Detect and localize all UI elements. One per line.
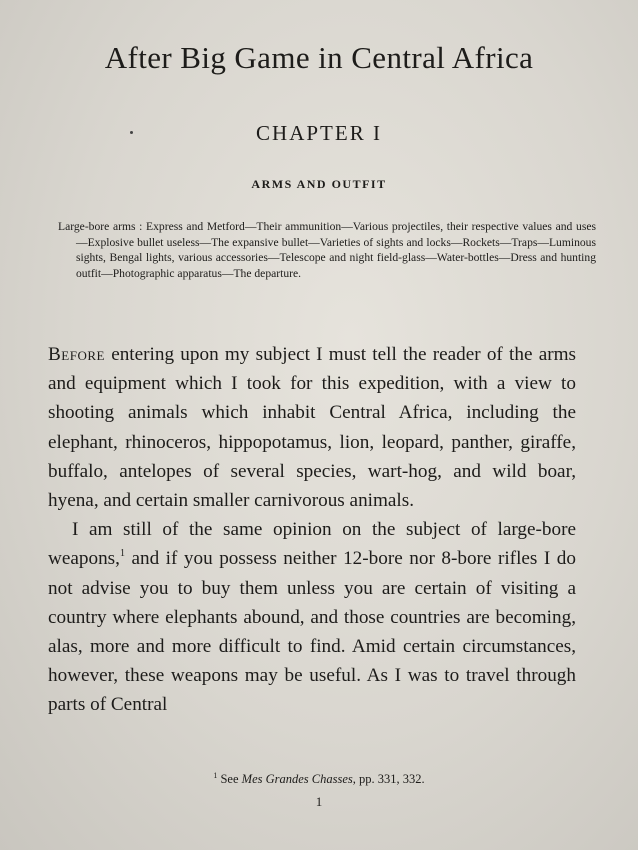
paragraph-2-text-a: I am still of the same opinion on the subject of large-bore weapons, (48, 519, 576, 570)
chapter-synopsis: Large-bore arms : Express and Metford—Their ammunition—Various projectiles, their respective values and uses—Explosive bullet useless—The expansive bullet—Varieties of sights and locks—Rockets—Traps—Luminous sights, Bengal lights, various accessories—Telescope and night field-glass—Water-bottles—Dress and hunting outfit—Photographic apparatus—The departure. (58, 220, 596, 280)
footnote-book-title: Mes Grandes Chasses (241, 772, 353, 786)
paragraph-lead-word: Before (48, 344, 105, 365)
body-text (48, 340, 576, 720)
paragraph-1 (48, 340, 576, 515)
paragraph-2-text-b: and if you possess neither 12-bore nor 8-bore rifles I do not advise you to buy them unless you are certain of visiting a country where elephants abound, and those countries are becoming, alas, more and more difficult to find. Amid certain circumstances, however, these weapons may be useful. As I was to travel through parts of Central (48, 548, 576, 716)
chapter-heading: CHAPTER I (256, 121, 382, 145)
paragraph-1-text: entering upon my subject I must tell the reader of the arms and equipment which I took for this expedition, with a view to shooting animals which inhabit Central Africa, including the elephant, rhinoceros, hippopotamus, lion, leopard, panther, giraffe, buffalo, antelopes of several species, wart-hog, and wild boar, hyena, and certain smaller carnivorous animals. (48, 344, 576, 512)
running-head: After Big Game in Central Africa (104, 40, 534, 75)
footnote-marker: 1 (213, 771, 218, 780)
footnote-pages: , pp. 331, 332. (352, 772, 425, 786)
paragraph-2 (48, 515, 576, 719)
chapter-title: ARMS AND OUTFIT (251, 177, 387, 191)
footnote-prefix: See (220, 772, 242, 786)
footnote (0, 772, 638, 787)
footnote-reference: 1 (119, 548, 125, 560)
page-number: 1 (315, 794, 323, 809)
